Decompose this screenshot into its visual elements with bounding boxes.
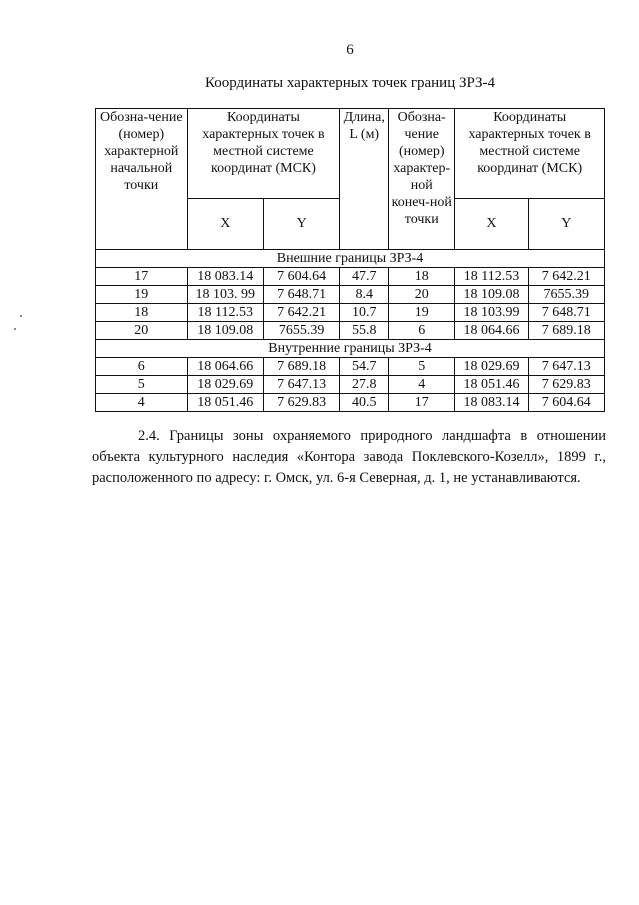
table-cell: 18 112.53 xyxy=(455,268,528,286)
coordinates-table xyxy=(95,108,605,412)
table-cell: 18 051.46 xyxy=(187,394,263,412)
header-x: X xyxy=(187,198,263,249)
table-row xyxy=(96,322,605,340)
section-row xyxy=(96,340,605,358)
header-y-end: Y xyxy=(528,198,604,249)
table-cell: 5 xyxy=(96,376,188,394)
table-cell: 7 629.83 xyxy=(263,394,339,412)
scan-dot xyxy=(20,315,22,317)
header-coordinates-end: Координаты характерных точек в местной системе координат (МСК) xyxy=(455,109,605,199)
table-cell: 18 103. 99 xyxy=(187,286,263,304)
header-start-point: Обозна-чение (номер) характерной начальной точки xyxy=(96,109,188,250)
header-coordinates: Координаты характерных точек в местной системе координат (МСК) xyxy=(187,109,340,199)
table-cell: 6 xyxy=(96,358,188,376)
table-cell: 18 xyxy=(389,268,455,286)
table-cell: 7 642.21 xyxy=(263,304,339,322)
table-row xyxy=(96,358,605,376)
table-cell: 18 083.14 xyxy=(187,268,263,286)
table-row xyxy=(96,394,605,412)
table-cell: 18 029.69 xyxy=(187,376,263,394)
table-cell: 27.8 xyxy=(340,376,389,394)
table-cell: 18 109.08 xyxy=(187,322,263,340)
table-cell: 7 647.13 xyxy=(263,376,339,394)
section-title: Внешние границы ЗРЗ-4 xyxy=(96,250,605,268)
table-cell: 7 642.21 xyxy=(528,268,604,286)
table-cell: 40.5 xyxy=(340,394,389,412)
table-cell: 18 112.53 xyxy=(187,304,263,322)
table-row xyxy=(96,304,605,322)
table-row xyxy=(96,376,605,394)
table-cell: 18 029.69 xyxy=(455,358,528,376)
table-cell: 55.8 xyxy=(340,322,389,340)
table-cell: 7655.39 xyxy=(263,322,339,340)
table-cell: 4 xyxy=(96,394,188,412)
table-cell: 18 064.66 xyxy=(455,322,528,340)
table-cell: 18 051.46 xyxy=(455,376,528,394)
table-cell: 19 xyxy=(389,304,455,322)
table-cell: 7 604.64 xyxy=(263,268,339,286)
paragraph-2-4: 2.4. Границы зоны охраняемого природного ландшафта в отношении объекта культурного наследия «Контора завода Поклевского-Козелл», 1899 г., расположенного по адресу: г. Омск, ул. 6-я Северная, д. 1, не устанавливаются. xyxy=(92,428,606,486)
table-cell: 20 xyxy=(96,322,188,340)
table-body xyxy=(96,250,605,412)
table-cell: 5 xyxy=(389,358,455,376)
table-cell: 20 xyxy=(389,286,455,304)
table-cell: 7 647.13 xyxy=(528,358,604,376)
scan-dot xyxy=(14,328,16,330)
table-row xyxy=(96,268,605,286)
table-cell: 18 083.14 xyxy=(455,394,528,412)
table-cell: 7655.39 xyxy=(528,286,604,304)
header-y: Y xyxy=(263,198,339,249)
header-length: Длина, L (м) xyxy=(340,109,389,250)
table-cell: 7 689.18 xyxy=(528,322,604,340)
table-cell: 4 xyxy=(389,376,455,394)
table-row xyxy=(96,286,605,304)
table-cell: 18 064.66 xyxy=(187,358,263,376)
table-cell: 7 604.64 xyxy=(528,394,604,412)
header-x-end: X xyxy=(455,198,528,249)
table-cell: 7 689.18 xyxy=(263,358,339,376)
page-number: 6 xyxy=(346,42,354,58)
table-cell: 7 648.71 xyxy=(263,286,339,304)
header-end-point: Обозна-чение (номер) характер-ной конеч-ной точки xyxy=(389,109,455,250)
table-cell: 18 109.08 xyxy=(455,286,528,304)
table-title: Координаты характерных точек границ ЗРЗ-4 xyxy=(204,75,496,91)
table-cell: 7 629.83 xyxy=(528,376,604,394)
section-title: Внутренние границы ЗРЗ-4 xyxy=(96,340,605,358)
table-cell: 18 103.99 xyxy=(455,304,528,322)
table-cell: 10.7 xyxy=(340,304,389,322)
table-cell: 8.4 xyxy=(340,286,389,304)
table-cell: 6 xyxy=(389,322,455,340)
table-cell: 18 xyxy=(96,304,188,322)
table-cell: 19 xyxy=(96,286,188,304)
table-cell: 47.7 xyxy=(340,268,389,286)
table-cell: 17 xyxy=(389,394,455,412)
table-cell: 17 xyxy=(96,268,188,286)
table-cell: 54.7 xyxy=(340,358,389,376)
section-row xyxy=(96,250,605,268)
table-cell: 7 648.71 xyxy=(528,304,604,322)
